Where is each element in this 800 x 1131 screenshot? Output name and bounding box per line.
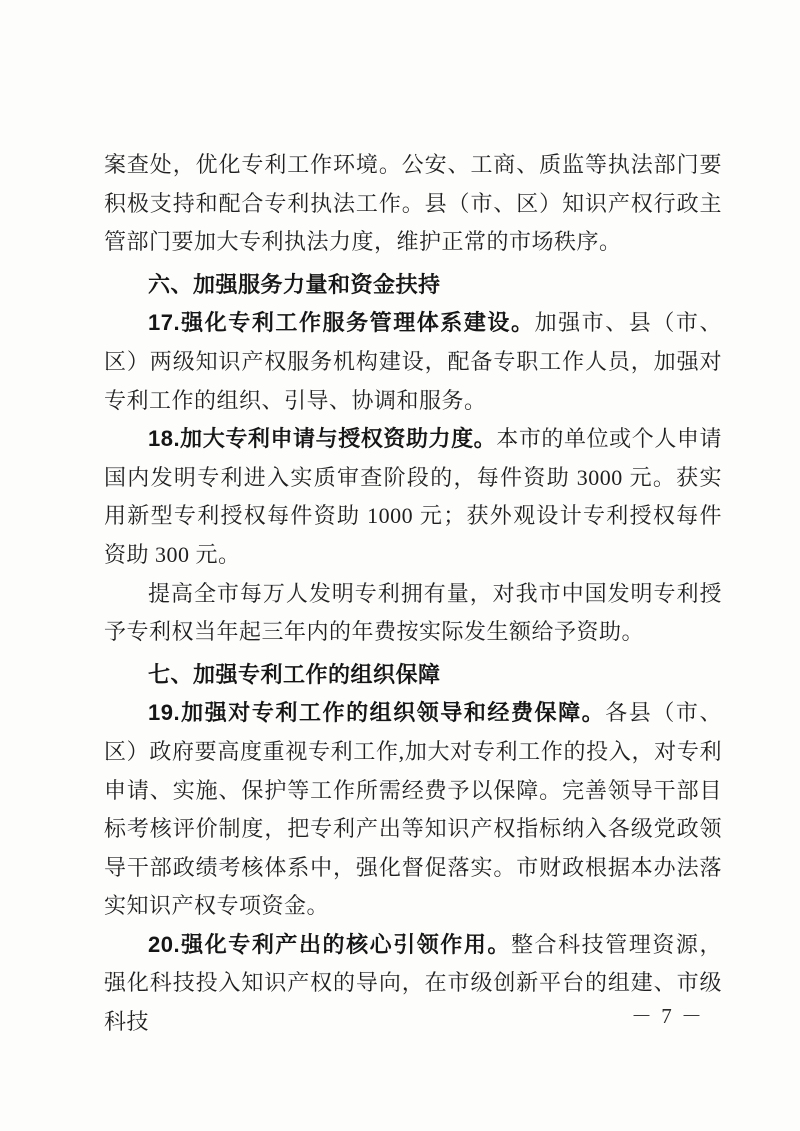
section-heading-6: 六、加强服务力量和资金扶持 (148, 271, 441, 297)
page-number: － 7 － (631, 1004, 704, 1028)
paragraph-20-lead: 20.强化专利产出的核心引领作用。 (148, 931, 511, 957)
paragraph-20-text: 整合科技管理资源， 强化科技投入知识产权的导向，在市级创新平台的组建、市级科技 (104, 931, 722, 1035)
paragraph-18-text: 本市的单位或个人申请国内发明专利进入实质审查阶段的，每件资助 3000 元。获实用新型专利授权每件资助 1000 元；获外观设计专利授权每件资助 300 元。 (104, 426, 722, 567)
paragraph-19 (104, 694, 722, 926)
paragraph-19-lead: 19.加强对专利工作的组织领导和经费保障。 (148, 700, 606, 726)
paragraph-18 (104, 420, 722, 574)
document-content (104, 146, 722, 1042)
paragraph-17-lead: 17.强化专利工作服务管理体系建设。 (148, 310, 535, 336)
paragraph-17 (104, 304, 722, 420)
paragraph-continuation: 案查处，优化专利工作环境。公安、工商、质监等执法部门要积极支持和配合专利执法工作。县（市、区）知识产权行政主管部门要加大专利执法力度，维护正常的市场秩序。 (104, 152, 722, 255)
paragraph-20 (104, 926, 722, 1042)
paragraph-19-text: 各县（市、区）政府要高度重视专利工作,加大对专利工作的投入，对专利申请、实施、保护等工作所需经费予以保障。完善领导干部目标考核评价制度，把专利产出等知识产权指标纳入各级党政领导干部政绩考核体系中，强化督促落实。市财政根据本办法落实知识产权专项资金。 (104, 700, 722, 919)
paragraph-17-text: 加强市、县（市、区）两级知识产权服务机构建设，配备专职工作人员，加强对专利工作的组织、引导、协调和服务。 (104, 310, 722, 413)
paragraph-subsidy: 提高全市每万人发明专利拥有量，对我市中国发明专利授予专利权当年起三年内的年费按实际发生额给予资助。 (104, 580, 722, 645)
paragraph-18-lead: 18.加大专利申请与授权资助力度。 (148, 426, 497, 452)
section-heading-7: 七、加强专利工作的组织保障 (148, 661, 441, 687)
